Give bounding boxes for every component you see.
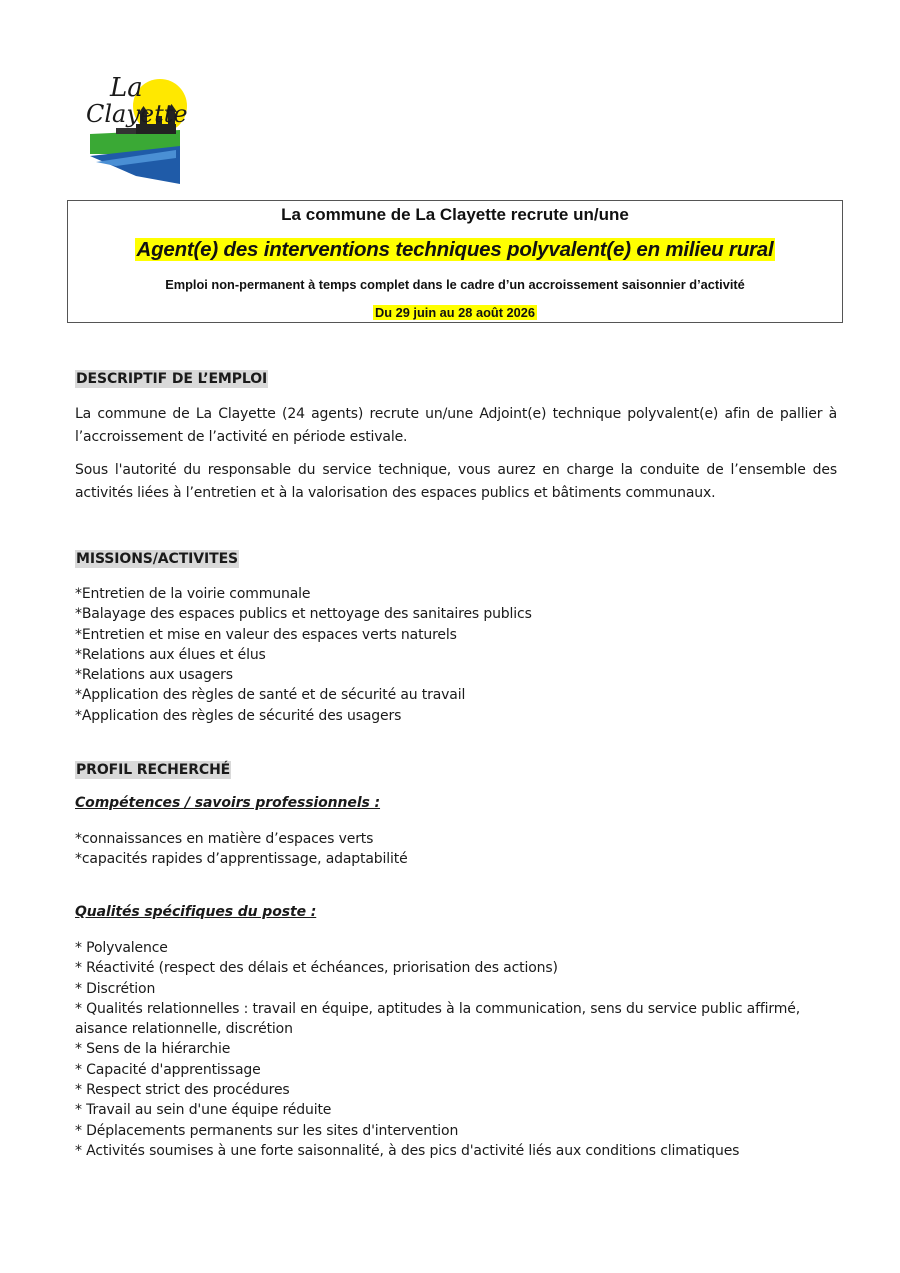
recruitment-heading: La commune de La Clayette recrute un/une xyxy=(281,205,629,224)
list-item: *Application des règles de sécurité des usagers xyxy=(75,707,402,724)
competences-heading: Compétences / savoirs professionnels : xyxy=(75,795,381,811)
section-heading-missions: MISSIONS/ACTIVITES xyxy=(76,551,239,567)
missions-list xyxy=(75,584,845,726)
list-item: * Capacité d'apprentissage xyxy=(75,1061,261,1078)
list-item: * Sens de la hiérarchie xyxy=(75,1041,231,1058)
qualites-heading: Qualités spécifiques du poste : xyxy=(75,904,317,920)
list-item: *Balayage des espaces publics et nettoyage des sanitaires publics xyxy=(75,606,532,623)
list-item: *Entretien de la voirie communale xyxy=(75,586,311,602)
list-item: * Respect strict des procédures xyxy=(75,1082,290,1099)
logo-graphic xyxy=(76,66,198,192)
contract-type: Emploi non-permanent à temps complet dans le cadre d’un accroissement saisonnier d’activité xyxy=(165,277,745,292)
list-item: * Qualités relationnelles : travail en équipe, aptitudes à la communication, sens du service public affirmé, aisance relationnelle, discrétion xyxy=(75,1000,801,1038)
list-item: *Application des règles de santé et de sécurité au travail xyxy=(75,687,466,704)
list-item: * Travail au sein d'une équipe réduite xyxy=(75,1102,332,1119)
logo-text-clayette: Clayette xyxy=(86,100,188,128)
job-title-text: Agent(e) des interventions techniques polyvalent(e) en milieu rural xyxy=(136,238,774,261)
job-title xyxy=(68,238,842,262)
list-item: * Déplacements permanents sur les sites d'intervention xyxy=(75,1122,459,1139)
descriptif-paragraph-2: Sous l'autorité du responsable du service technique, vous aurez en charge la conduite de l’ensemble des activités liées à l’entretien et à la valorisation des espaces publics et bâtiments communaux. xyxy=(75,462,837,501)
contract-dates-text: Du 29 juin au 28 août 2026 xyxy=(374,305,536,320)
competences-list xyxy=(75,829,845,870)
list-item: * Réactivité (respect des délais et échéances, priorisation des actions) xyxy=(75,960,558,977)
la-clayette-logo xyxy=(76,66,198,192)
qualites-list xyxy=(75,938,845,1161)
contract-dates xyxy=(68,305,842,320)
list-item: *capacités rapides d’apprentissage, adaptabilité xyxy=(75,851,408,868)
list-item: * Polyvalence xyxy=(75,940,168,956)
list-item: *Relations aux usagers xyxy=(75,667,233,684)
list-item: *Entretien et mise en valeur des espaces verts naturels xyxy=(75,626,457,643)
list-item: * Activités soumises à une forte saisonnalité, à des pics d'activité liés aux conditions climatiques xyxy=(75,1142,740,1159)
descriptif-paragraph-1: La commune de La Clayette (24 agents) recrute un/une Adjoint(e) technique polyvalent(e) afin de pallier à l’accroissement de l’activité en période estivale. xyxy=(75,406,837,445)
list-item: * Discrétion xyxy=(75,980,156,997)
section-heading-profil: PROFIL RECHERCHÉ xyxy=(76,762,231,778)
logo-text-la: La xyxy=(110,73,143,103)
header-box xyxy=(67,200,843,323)
section-heading-descriptif: DESCRIPTIF DE L’EMPLOI xyxy=(76,371,268,387)
list-item: *connaissances en matière d’espaces verts xyxy=(75,831,374,847)
list-item: *Relations aux élues et élus xyxy=(75,646,266,663)
